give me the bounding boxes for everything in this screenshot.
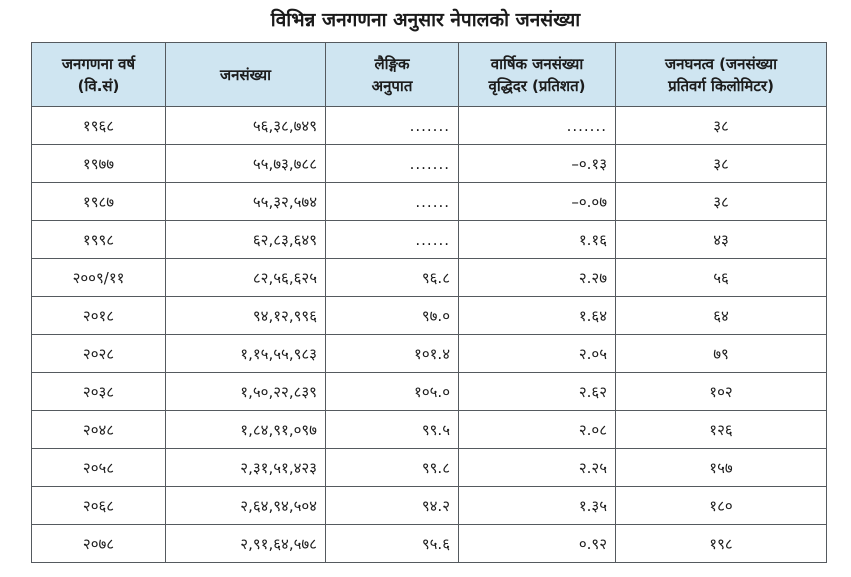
cell-growth-rate: २.०५ bbox=[459, 335, 616, 373]
header-label: प्रतिवर्ग किलोमिटर) bbox=[668, 76, 774, 95]
table-row bbox=[32, 411, 827, 449]
cell-sex-ratio: ९६.८ bbox=[326, 259, 459, 297]
cell-growth-rate: –०.०७ bbox=[459, 183, 616, 221]
cell-density: ४३ bbox=[616, 221, 827, 259]
cell-growth-rate: १.१६ bbox=[459, 221, 616, 259]
cell-density: १८० bbox=[616, 487, 827, 525]
cell-growth-rate: –०.१३ bbox=[459, 145, 616, 183]
table-row bbox=[32, 183, 827, 221]
cell-year: १९६८ bbox=[32, 107, 166, 145]
cell-population: २,६४,९४,५०४ bbox=[166, 487, 326, 525]
cell-population: ५६,३८,७४९ bbox=[166, 107, 326, 145]
cell-population: १,१५,५५,९८३ bbox=[166, 335, 326, 373]
cell-sex-ratio: ....... bbox=[326, 107, 459, 145]
cell-sex-ratio: ....... bbox=[326, 145, 459, 183]
page-title: विभिन्न जनगणना अनुसार नेपालको जनसंख्या bbox=[270, 9, 581, 31]
header-label: जनसंख्या bbox=[220, 65, 271, 84]
cell-growth-rate: १.६४ bbox=[459, 297, 616, 335]
cell-population: ९४,१२,९९६ bbox=[166, 297, 326, 335]
header-label: अनुपात bbox=[371, 76, 413, 95]
table-body bbox=[32, 107, 827, 563]
cell-year: २०१८ bbox=[32, 297, 166, 335]
header-label: जनगणना वर्ष bbox=[61, 54, 136, 73]
cell-density: ३८ bbox=[616, 183, 827, 221]
cell-growth-rate: २.२७ bbox=[459, 259, 616, 297]
table-row bbox=[32, 449, 827, 487]
cell-year: २०६८ bbox=[32, 487, 166, 525]
cell-growth-rate: २.६२ bbox=[459, 373, 616, 411]
cell-growth-rate: २.२५ bbox=[459, 449, 616, 487]
cell-sex-ratio: ...... bbox=[326, 221, 459, 259]
cell-sex-ratio: ९९.५ bbox=[326, 411, 459, 449]
cell-sex-ratio: ...... bbox=[326, 183, 459, 221]
cell-year: २००९/११ bbox=[32, 259, 166, 297]
cell-sex-ratio: ९५.६ bbox=[326, 525, 459, 563]
table-row bbox=[32, 487, 827, 525]
cell-population: ६२,८३,६४९ bbox=[166, 221, 326, 259]
header-label: जनघनत्व (जनसंख्या bbox=[665, 54, 777, 73]
table-header bbox=[32, 43, 827, 107]
cell-growth-rate: ०.९२ bbox=[459, 525, 616, 563]
cell-year: २०३८ bbox=[32, 373, 166, 411]
cell-year: २०२८ bbox=[32, 335, 166, 373]
cell-density: १२६ bbox=[616, 411, 827, 449]
header-label: वार्षिक जनसंख्या bbox=[490, 54, 584, 73]
cell-sex-ratio: १०१.४ bbox=[326, 335, 459, 373]
cell-year: १९७७ bbox=[32, 145, 166, 183]
header-label: लैङ्गिक bbox=[374, 54, 410, 73]
table-row bbox=[32, 145, 827, 183]
cell-population: २,३१,५१,४२३ bbox=[166, 449, 326, 487]
cell-sex-ratio: ९९.८ bbox=[326, 449, 459, 487]
cell-growth-rate: २.०८ bbox=[459, 411, 616, 449]
cell-density: १५७ bbox=[616, 449, 827, 487]
cell-growth-rate: ....... bbox=[459, 107, 616, 145]
cell-population: ५५,७३,७८८ bbox=[166, 145, 326, 183]
table-row bbox=[32, 525, 827, 563]
cell-growth-rate: १.३५ bbox=[459, 487, 616, 525]
cell-density: १०२ bbox=[616, 373, 827, 411]
table-row bbox=[32, 335, 827, 373]
cell-population: १,५०,२२,८३९ bbox=[166, 373, 326, 411]
header-census-year bbox=[32, 43, 166, 107]
cell-density: ३८ bbox=[616, 107, 827, 145]
cell-sex-ratio: १०५.० bbox=[326, 373, 459, 411]
cell-year: २०७८ bbox=[32, 525, 166, 563]
cell-year: २०५८ bbox=[32, 449, 166, 487]
table-row bbox=[32, 297, 827, 335]
cell-year: १९८७ bbox=[32, 183, 166, 221]
cell-density: ३८ bbox=[616, 145, 827, 183]
header-label: वृद्धिदर (प्रतिशत) bbox=[488, 76, 586, 95]
table-row bbox=[32, 107, 827, 145]
cell-population: १,८४,९१,०९७ bbox=[166, 411, 326, 449]
cell-population: २,९१,६४,५७८ bbox=[166, 525, 326, 563]
header-row bbox=[32, 43, 827, 107]
cell-density: १९८ bbox=[616, 525, 827, 563]
header-growth-rate bbox=[459, 43, 616, 107]
cell-density: ७९ bbox=[616, 335, 827, 373]
table-row bbox=[32, 373, 827, 411]
cell-density: ५६ bbox=[616, 259, 827, 297]
table-row bbox=[32, 221, 827, 259]
cell-sex-ratio: ९७.० bbox=[326, 297, 459, 335]
header-density bbox=[616, 43, 827, 107]
cell-population: ५५,३२,५७४ bbox=[166, 183, 326, 221]
cell-year: २०४८ bbox=[32, 411, 166, 449]
cell-density: ६४ bbox=[616, 297, 827, 335]
header-label: (वि.सं) bbox=[77, 76, 120, 95]
header-population bbox=[166, 43, 326, 107]
table-row bbox=[32, 259, 827, 297]
header-sex-ratio bbox=[326, 43, 459, 107]
census-table bbox=[31, 42, 827, 563]
cell-sex-ratio: ९४.२ bbox=[326, 487, 459, 525]
cell-year: १९९८ bbox=[32, 221, 166, 259]
cell-population: ८२,५६,६२५ bbox=[166, 259, 326, 297]
